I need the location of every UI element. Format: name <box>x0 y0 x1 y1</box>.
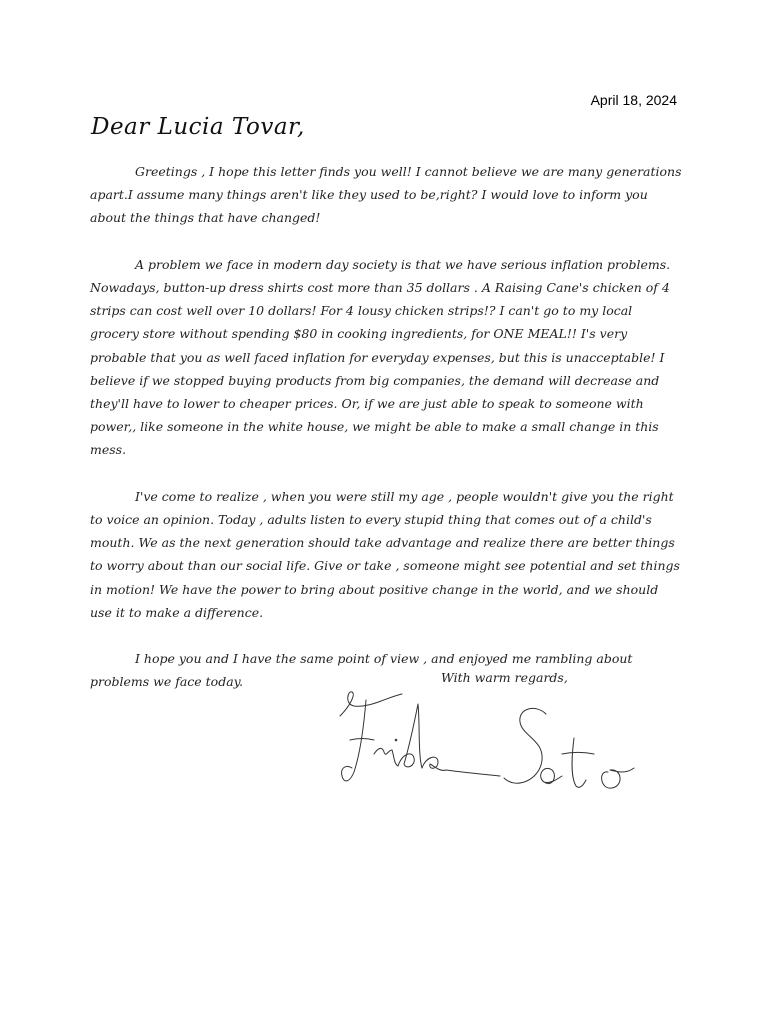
handwritten-signature <box>330 684 650 814</box>
closing-line: With warm regards, <box>441 670 568 685</box>
letter-date: April 18, 2024 <box>590 92 677 108</box>
paragraph-closing-thoughts: I hope you and I have the same point of view , and enjoyed me rambling about problems we face today. <box>90 651 633 690</box>
paragraph-voice: I've come to realize , when you were still my age , people wouldn't give you the right to voice an opinion. Today , adults listen to every stupid thing that comes out of a child's mouth. We as the next generation should take advantage and realize there are better things to worry about than our social life. Give or take , someone might see potential and set things in motion! We have the power to bring about positive change in the world, and we should use it to make a difference. <box>90 488 680 620</box>
paragraph-inflation: A problem we face in modern day society is that we have serious inflation problems. Nowadays, button-up dress shirts cost more than 35 dollars . A Raising Cane's chicken of 4 strips can cost well over 10 dollars! For 4 lousy chicken strips!? I can't go to my local grocery store without spending $80 in cooking ingredients, for ONE MEAL!! I's very probable that you as well faced inflation for everyday expenses, but this is unacceptable! I believe if we stopped buying products from big companies, the demand will decrease and they'll have to lower to cheaper prices. Or, if we are just able to speak to someone with power,, like someone in the white house, we might be able to make a small change in this mess. <box>90 256 671 458</box>
letter-body <box>90 160 682 717</box>
paragraph-greeting: Greetings , I hope this letter finds you well! I cannot believe we are many generations apart.I assume many things aren't like they used to be,right? I would love to inform you about the things that have changed! <box>90 164 682 226</box>
salutation: Dear Lucia Tovar, <box>91 114 305 140</box>
